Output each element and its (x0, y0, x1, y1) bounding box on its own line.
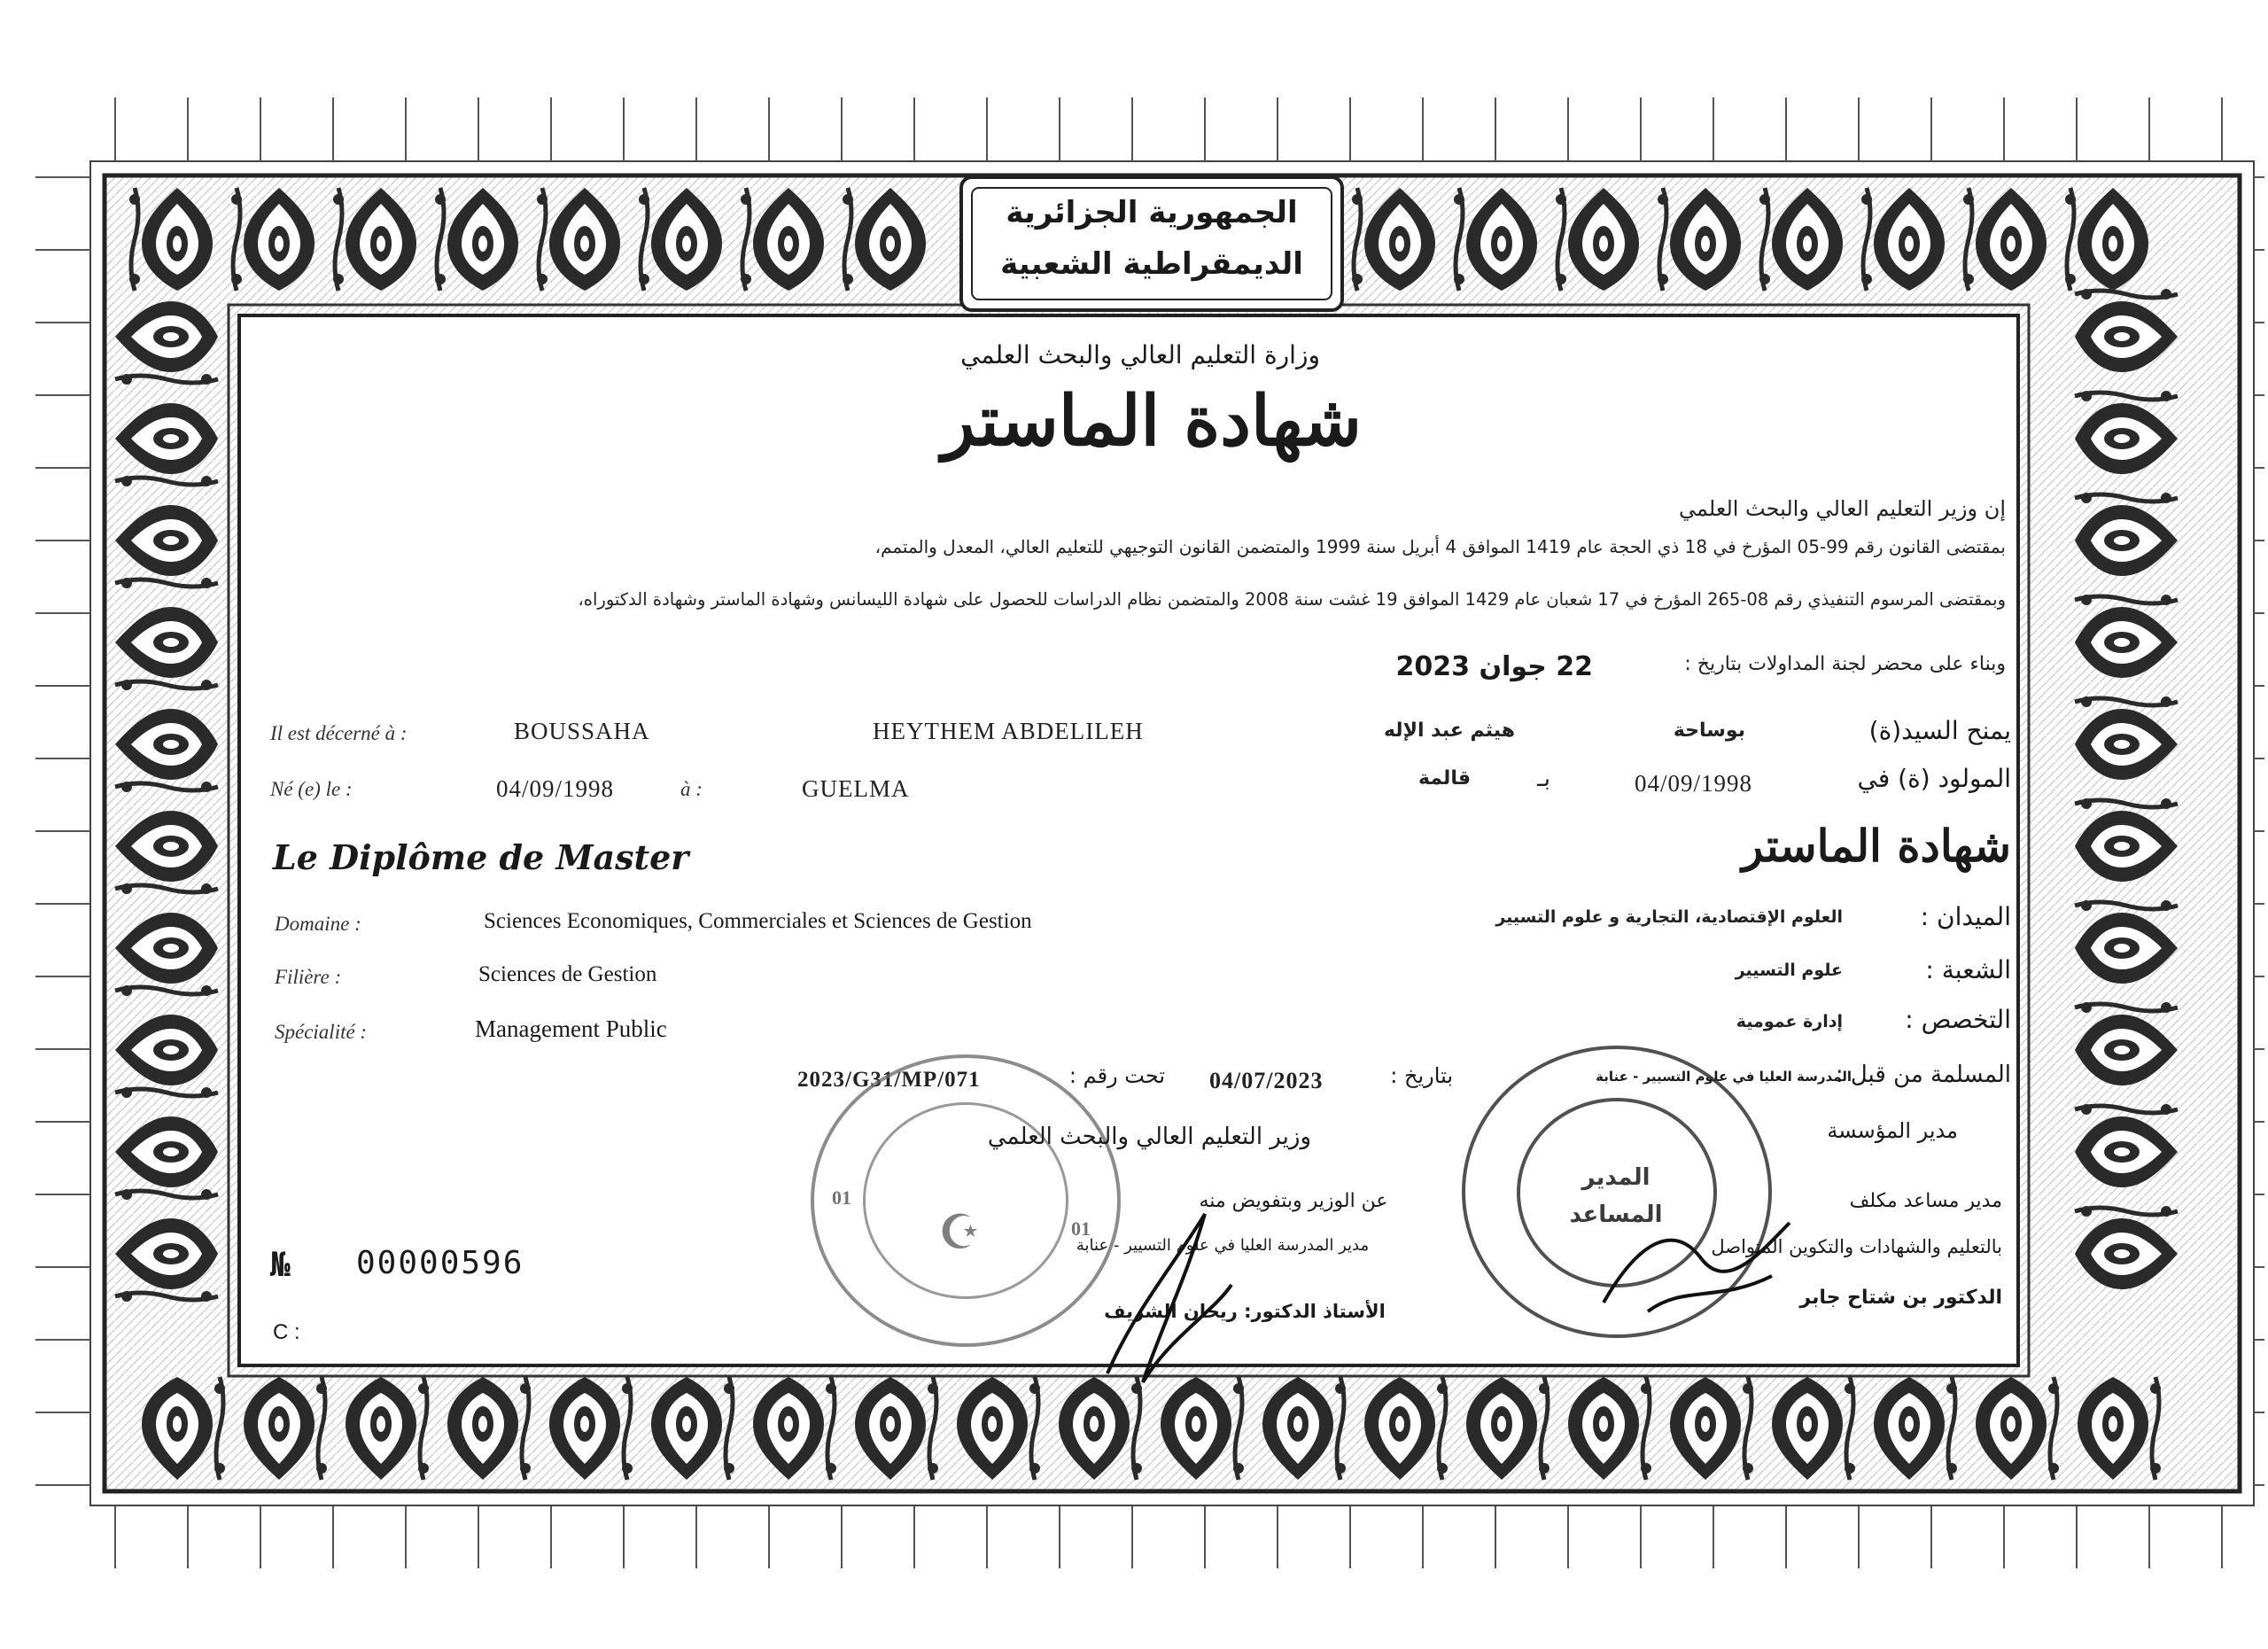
preamble-line-1: إن وزير التعليم العالي والبحث العلمي (1679, 496, 2006, 521)
field-domain-value-ar: العلوم الإقتصادية، التجارية و علوم التسيير (1495, 907, 1843, 927)
issuance-institution: المدرسة العليا في علوم التسيير - عنابة (1596, 1069, 1852, 1085)
deliberation-date: 22 جوان 2023 (1395, 651, 1593, 682)
certificate-title-ar: شهادة الماستر (941, 381, 1363, 462)
field-filiere-label-fr: Filière : (275, 966, 342, 988)
birth-date-ar: 04/09/1998 (1635, 770, 1753, 797)
issuance-date: 04/07/2023 (1209, 1068, 1324, 1093)
field-specialite-label-ar: التخصص : (1905, 1005, 2011, 1034)
issuance-date-label: بتاريخ : (1390, 1063, 1453, 1088)
serial-number: 00000596 (356, 1245, 524, 1281)
diploma-title-ar: شهادة الماستر (1742, 820, 2011, 872)
birth-place-label-ar: بـ (1537, 766, 1550, 792)
director-name: الدكتور بن شتاح جابر (1799, 1287, 2002, 1309)
recipient-label-fr: Il est décerné à : (270, 722, 408, 744)
republic-line-1: الجمهورية الجزائرية (1006, 195, 1298, 230)
preamble-line-3: وبمقتضى المرسوم التنفيذي رقم 08-265 المؤرخ في 17 شعبان عام 1429 الموافق 19 غشت سنة 2008 والمتضمن نظام الدراسات للحصول على شهادة الليسانس وشهادة الماستر وشهادة الدكتوراه، (578, 589, 2006, 610)
preamble-line-2: بمقتضى القانون رقم 99-05 المؤرخ في 18 ذي الحجة عام 1419 الموافق 4 أبريل سنة 1999 والمتضمن القانون التوجيهي للتعليم العالي، المعدل والمتمم، (874, 536, 2006, 557)
birth-label-ar: المولود (ة) في (1857, 764, 2011, 793)
serial-c-label: C : (273, 1320, 300, 1344)
birth-label-fr: Né (e) le : (270, 778, 353, 800)
delegation-note: عن الوزير وبتفويض منه (1199, 1190, 1388, 1212)
birth-place-ar: قالمة (1418, 767, 1471, 789)
recipient-given-fr: HEYTHEM ABDELILEH (873, 718, 1144, 744)
recipient-label-ar: يمنح السيد(ة) (1868, 716, 2011, 745)
diploma-title-fr: Le Diplôme de Master (273, 837, 689, 877)
director-subtitle-1: مدير مساعد مكلف (1849, 1190, 2002, 1212)
field-specialite-value-ar: إدارة عمومية (1736, 1012, 1843, 1031)
field-filiere-value-ar: علوم التسيير (1735, 961, 1843, 980)
field-specialite-value-fr: Management Public (475, 1015, 667, 1042)
issuance-delivered-label: المسلمة من قبل : (1835, 1062, 2011, 1088)
recipient-surname-ar: بوساحة (1673, 719, 1745, 742)
birth-date-fr: 04/09/1998 (496, 775, 615, 802)
field-specialite-label-fr: Spécialité : (275, 1021, 368, 1043)
preamble-line-4: وبناء على محضر لجنة المداولات بتاريخ : (1684, 653, 2006, 675)
recipient-surname-fr: BOUSSAHA (514, 718, 650, 744)
ministry-heading: وزارة التعليم العالي والبحث العلمي (960, 340, 1320, 369)
birth-place-label-fr: à : (680, 778, 703, 800)
stamp-left-number-a: 01 (832, 1186, 851, 1209)
field-domain-label-ar: الميدان : (1920, 902, 2011, 931)
stamp-right-line-1: المدير (1581, 1164, 1651, 1191)
field-filiere-value-fr: Sciences de Gestion (478, 962, 657, 986)
recipient-given-ar: هيثم عبد الإله (1383, 719, 1515, 742)
minister-title: وزير التعليم العالي والبحث العلمي (987, 1124, 1311, 1150)
issuance-number: 2023/G31/MP/071 (797, 1068, 981, 1092)
republic-line-2: الديمقراطية الشعبية (1000, 246, 1303, 282)
crescent-star-icon: ☪ (938, 1206, 982, 1259)
stamp-left-number-b: 01 (1071, 1217, 1091, 1240)
director-title: مدير المؤسسة (1827, 1118, 1958, 1143)
issuance-number-label: تحت رقم : (1068, 1063, 1165, 1088)
director-signature (1595, 1205, 1798, 1329)
stamp-right-line-2: المساعد (1569, 1202, 1663, 1228)
birth-place-fr: GUELMA (802, 775, 910, 802)
field-domain-value-fr: Sciences Economiques, Commerciales et Sciences de Gestion (484, 909, 1032, 933)
minister-signature (1081, 1205, 1240, 1391)
director-subtitle-2: بالتعليم والشهادات والتكوين المتواصل (1711, 1236, 2002, 1257)
minister-subtitle: مدير المدرسة العليا في علوم التسيير - عنابة (1076, 1236, 1370, 1255)
field-domain-label-fr: Domaine : (275, 913, 361, 935)
serial-label: № (270, 1245, 291, 1284)
minister-name: الأستاذ الدكتور: ريحان الشريف (1104, 1301, 1386, 1322)
field-filiere-label-ar: الشعبة : (1925, 955, 2011, 984)
